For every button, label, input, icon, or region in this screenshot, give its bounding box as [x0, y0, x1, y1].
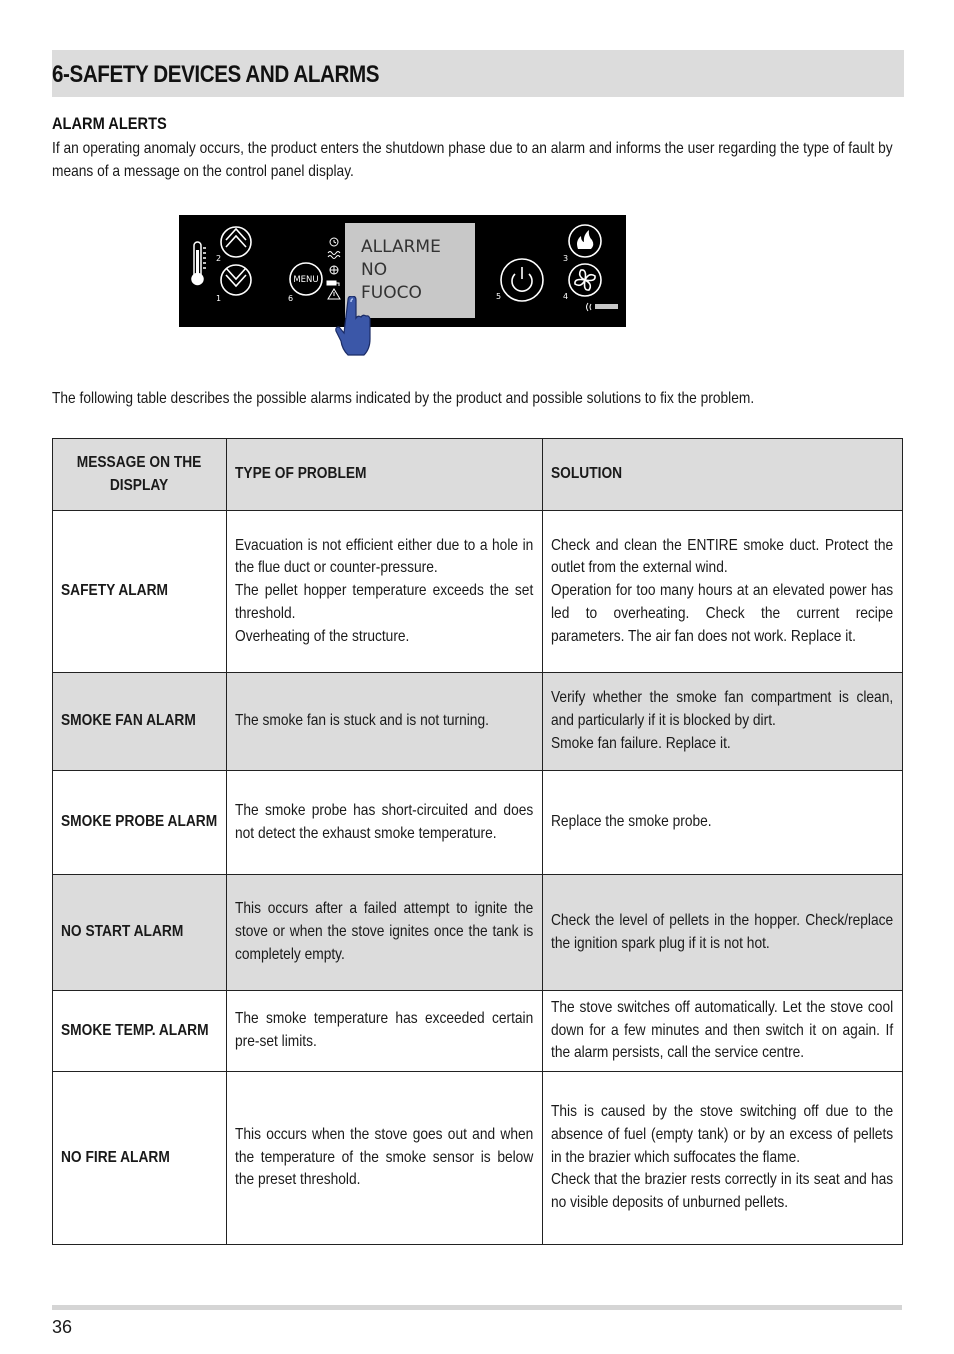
- table-row: [53, 673, 903, 771]
- page-number: 36: [52, 1317, 73, 1337]
- solution-cell: Replace the smoke probe.: [543, 771, 903, 875]
- fan-icon: [330, 266, 338, 274]
- solution-cell: The stove switches off automatically. Let the stove cool down for a few minutes and then switch it on again. If the alarm persists, call the service centre.: [543, 991, 903, 1072]
- table-row: [53, 991, 903, 1072]
- display-line-2: NO: [361, 260, 388, 280]
- header-message: MESSAGE ON THE DISPLAY: [53, 439, 227, 511]
- display-line-3: FUOCO: [361, 283, 422, 303]
- button-number-3: 3: [563, 254, 569, 263]
- header-problem: TYPE OF PROBLEM: [227, 439, 543, 511]
- problem-cell: The smoke fan is stuck and is not turning.: [227, 673, 543, 771]
- menu-button-icon: [290, 263, 322, 295]
- table-row: [53, 875, 903, 991]
- button-number-6: 6: [288, 294, 294, 303]
- subheading: ALARM ALERTS: [52, 114, 167, 133]
- display-line-1: ALLARME: [361, 237, 441, 257]
- alarm-message: NO START ALARM: [53, 875, 227, 991]
- solution-cell: This is caused by the stove switching off due to the absence of fuel (empty tank) or by an excess of pellets in the brazier which suffocates the flame. Check that the brazier rests correctly in its seat and has no visible deposits of unburned pellets.: [543, 1072, 903, 1245]
- intro-paragraph: If an operating anomaly occurs, the product enters the shutdown phase due to an alarm and informs the user regarding the type of fault by means of a message on the control panel display.: [52, 140, 893, 180]
- alarm-message: SMOKE TEMP. ALARM: [53, 991, 227, 1072]
- solution-cell: Verify whether the smoke fan compartment is clean, and particularly if it is blocked by dirt. Smoke fan failure. Replace it.: [543, 673, 903, 771]
- table-row: [53, 1072, 903, 1245]
- problem-cell: The smoke probe has short-circuited and does not detect the exhaust smoke temperature.: [227, 771, 543, 875]
- table-row: [53, 771, 903, 875]
- problem-cell: This occurs when the stove goes out and when the temperature of the smoke sensor is below the preset threshold.: [227, 1072, 543, 1245]
- menu-label: MENU: [293, 275, 319, 285]
- thermometer-icon: [192, 242, 206, 285]
- section-header: [52, 50, 904, 97]
- solution-cell: Check the level of pellets in the hopper. Check/replace the ignition spark plug if it is not hot.: [543, 875, 903, 991]
- solution-cell: Check and clean the ENTIRE smoke duct. Protect the outlet from the external wind. Operation for too many hours at an elevated power has led to overheating. Check the current recipe parameters. The air fan does not work. Replace it.: [543, 511, 903, 673]
- hand-pointer-icon: [334, 296, 374, 358]
- button-number-4: 4: [563, 292, 569, 301]
- alarm-message: NO FIRE ALARM: [53, 1072, 227, 1245]
- problem-cell: The smoke temperature has exceeded certain pre-set limits.: [227, 991, 543, 1072]
- footer-rule: [52, 1305, 902, 1310]
- header-solution: SOLUTION: [543, 439, 903, 511]
- button-number-1: 1: [216, 294, 222, 303]
- button-number-2: 2: [216, 254, 222, 263]
- table-row: [53, 511, 903, 673]
- sound-icon: [587, 303, 619, 311]
- alarm-table: [52, 438, 903, 1245]
- alarm-message: SMOKE PROBE ALARM: [53, 771, 227, 875]
- flame-icon: [569, 225, 601, 257]
- faucet-icon: [327, 281, 339, 286]
- fan-icon: [569, 264, 601, 296]
- up-arrow-icon: [221, 227, 251, 257]
- table-header-row: [53, 439, 903, 511]
- problem-cell: This occurs after a failed attempt to ignite the stove or when the stove ignites once the tank is completely empty.: [227, 875, 543, 991]
- button-number-5: 5: [496, 292, 502, 301]
- alarm-message: SMOKE FAN ALARM: [53, 673, 227, 771]
- problem-cell: Evacuation is not efficient either due to a hole in the flue duct or counter-pressure. The pellet hopper temperature exceeds the set threshold. Overheating of the structure.: [227, 511, 543, 673]
- power-icon: [501, 259, 543, 301]
- section-title: 6-SAFETY DEVICES AND ALARMS: [52, 61, 380, 88]
- down-arrow-icon: [221, 265, 251, 295]
- alarm-message: SAFETY ALARM: [53, 511, 227, 673]
- table-intro-paragraph: The following table describes the possible alarms indicated by the product and possible solutions to fix the problem.: [52, 390, 755, 407]
- heat-icon: [328, 252, 340, 259]
- clock-icon: [330, 238, 338, 246]
